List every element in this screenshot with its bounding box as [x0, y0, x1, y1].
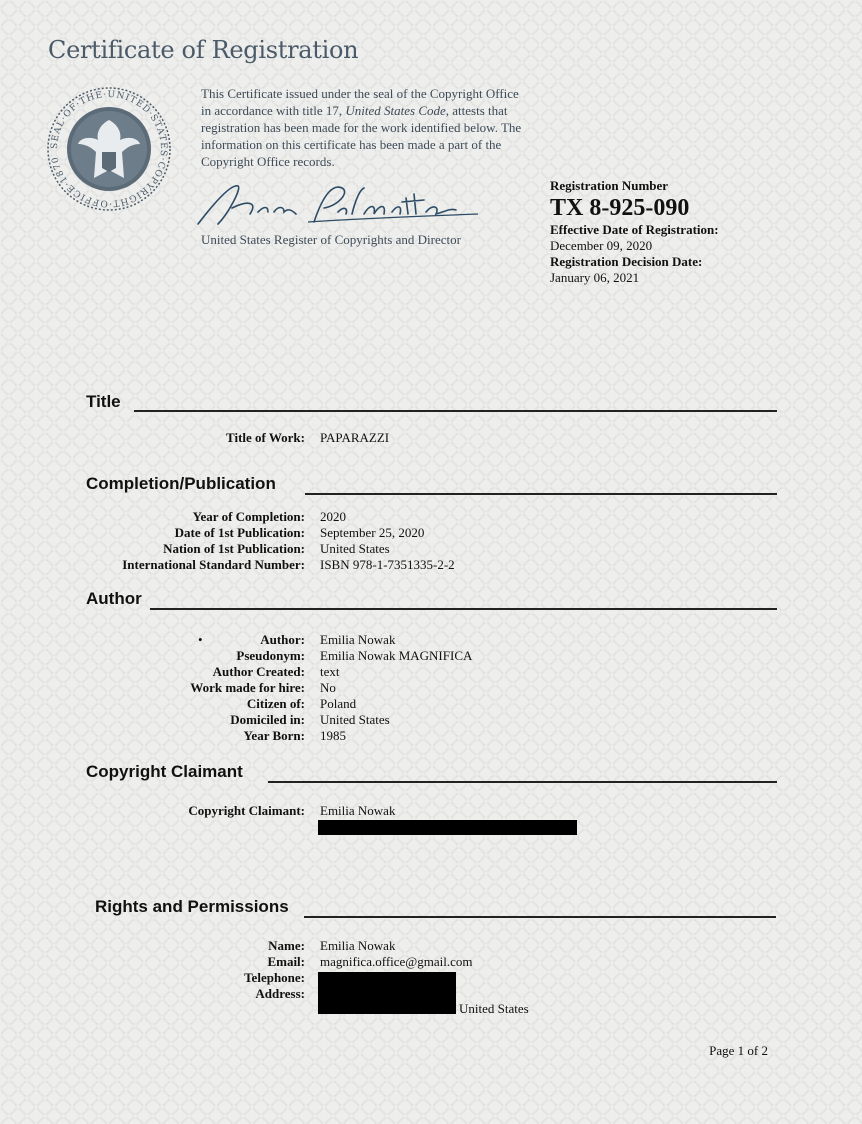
- section-divider: [134, 410, 777, 412]
- decision-date: January 06, 2021: [550, 270, 640, 285]
- registration-block: [550, 178, 719, 286]
- field-pseudonym: Pseudonym: Emilia Nowak MAGNIFICA: [236, 648, 473, 663]
- field-year-of-completion: Year of Completion: 2020: [192, 509, 346, 524]
- signature-caption: United States Register of Copyrights and Director: [201, 232, 461, 247]
- field-author-created: Author Created: text: [212, 664, 340, 679]
- field-year-born: Year Born: 1985: [243, 728, 346, 743]
- section-author-heading: Author: [86, 589, 142, 608]
- certificate-title: Certificate of Registration: [48, 36, 359, 64]
- register-signature: [188, 178, 488, 234]
- redacted-claimant-address: [318, 820, 577, 835]
- registration-number-label: Registration Number: [550, 178, 669, 193]
- effective-date-label: Effective Date of Registration:: [550, 222, 719, 237]
- field-rights-email: Email: magnifica.office@gmail.com: [267, 954, 473, 969]
- effective-date: December 09, 2020: [550, 238, 653, 253]
- field-author: Author: Emilia Nowak: [260, 632, 396, 647]
- section-divider: [304, 916, 776, 918]
- section-claimant-heading: Copyright Claimant: [86, 762, 243, 781]
- field-rights-telephone: Telephone:: [244, 970, 305, 985]
- field-title-of-work: Title of Work: PAPARAZZI: [226, 430, 390, 445]
- field-domiciled-in: Domiciled in: United States: [230, 712, 390, 727]
- registration-number: TX 8-925-090: [550, 195, 690, 221]
- section-completion-heading: Completion/Publication: [86, 474, 276, 493]
- section-divider: [268, 781, 777, 783]
- section-title-heading: Title: [86, 392, 121, 411]
- field-citizen-of: Citizen of: Poland: [246, 696, 357, 711]
- field-rights-name: Name: Emilia Nowak: [268, 938, 396, 953]
- field-copyright-claimant: Copyright Claimant: Emilia Nowak: [188, 803, 396, 818]
- field-date-of-publication: Date of 1st Publication: September 25, 2020: [174, 525, 425, 540]
- seal-text: SEAL·OF·THE·UNITED·STATES·COPYRIGHT·OFFICE·1870: [49, 89, 169, 209]
- intro-text: This Certificate issued under the seal of the Copyright Office in accordance with title 17, United States Code, attests that registration has been made for the work identified below. The information on this certificate has been made a part of the Copyright Office records.: [201, 86, 522, 169]
- field-work-for-hire: Work made for hire: No: [190, 680, 336, 695]
- copyright-office-seal-icon: [46, 86, 172, 212]
- redacted-telephone-address: [318, 972, 456, 1014]
- decision-date-label: Registration Decision Date:: [550, 254, 703, 269]
- address-country: United States: [459, 1001, 529, 1016]
- section-rights-heading: Rights and Permissions: [95, 897, 289, 916]
- author-bullet: •: [198, 632, 203, 647]
- page-number: Page 1 of 2: [709, 1043, 768, 1058]
- field-isbn: International Standard Number: ISBN 978-1-7351335-2-2: [122, 557, 455, 572]
- section-divider: [305, 493, 777, 495]
- field-nation-of-publication: Nation of 1st Publication: United States: [163, 541, 390, 556]
- section-divider: [150, 608, 777, 610]
- field-rights-address: Address:: [255, 986, 305, 1001]
